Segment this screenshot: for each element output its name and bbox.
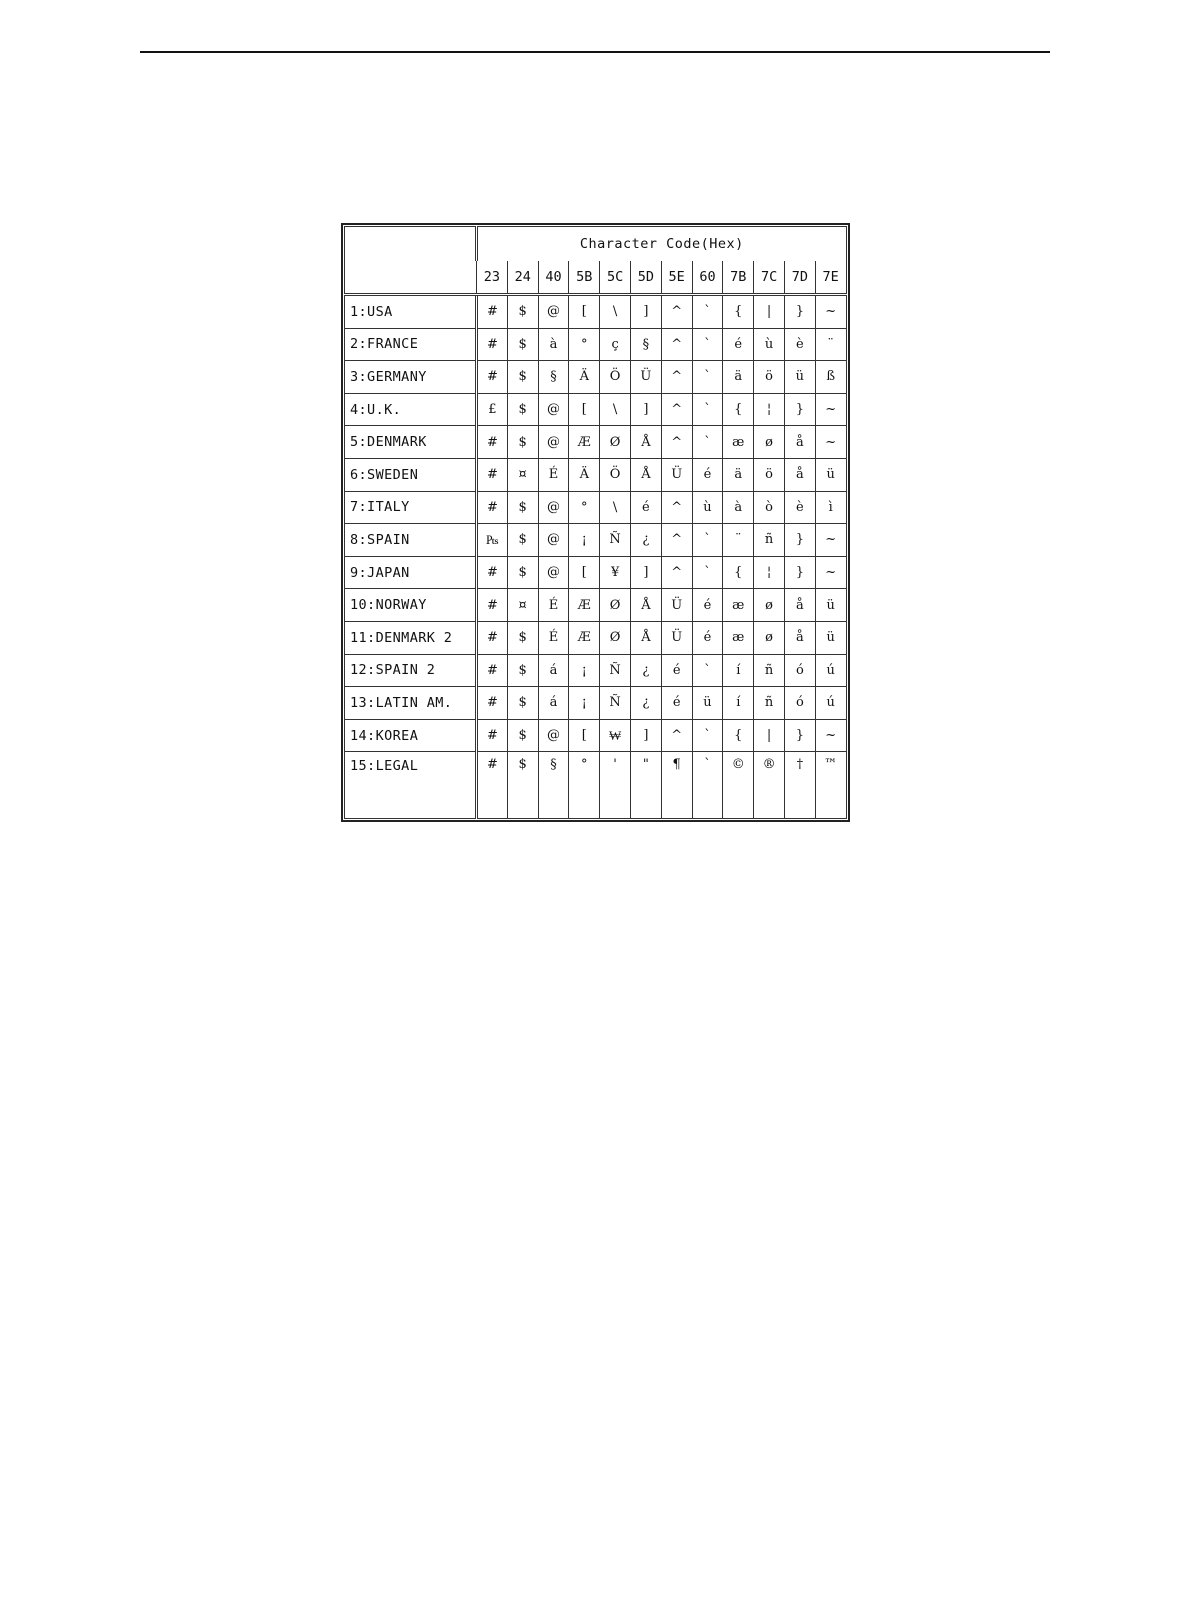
table-row	[345, 361, 847, 394]
character-cell: ¿	[630, 524, 661, 557]
table-row	[345, 426, 847, 459]
character-cell: $	[507, 426, 538, 459]
character-cell: ù	[754, 328, 785, 361]
header-corner-cell	[345, 227, 477, 295]
international-charset-table	[341, 223, 850, 822]
country-label: 10:NORWAY	[345, 589, 477, 622]
character-cell: °	[569, 328, 600, 361]
character-cell: ø	[754, 589, 785, 622]
character-cell: ¿	[630, 687, 661, 720]
character-cell: }	[784, 719, 815, 752]
character-cell: `	[692, 654, 723, 687]
character-cell: `	[692, 752, 723, 819]
character-cell: Å	[630, 458, 661, 491]
country-label: 6:SWEDEN	[345, 458, 477, 491]
character-cell: ¡	[569, 687, 600, 720]
character-cell: #	[477, 458, 508, 491]
hex-code-header: 23	[477, 261, 508, 294]
character-cell: #	[477, 752, 508, 819]
character-cell: Ø	[600, 589, 631, 622]
character-cell: ö	[754, 361, 785, 394]
character-cell: `	[692, 361, 723, 394]
character-cell: #	[477, 556, 508, 589]
character-cell: }	[784, 393, 815, 426]
character-cell: ó	[784, 687, 815, 720]
character-cell: `	[692, 426, 723, 459]
character-cell: Ø	[600, 426, 631, 459]
country-label: 4:U.K.	[345, 393, 477, 426]
character-cell: }	[784, 295, 815, 329]
character-cell: é	[661, 654, 692, 687]
country-label: 8:SPAIN	[345, 524, 477, 557]
character-cell: $	[507, 719, 538, 752]
character-cell: ~	[815, 295, 846, 329]
hex-code-header: 24	[507, 261, 538, 294]
hex-code-header: 60	[692, 261, 723, 294]
character-cell: ¦	[754, 393, 785, 426]
character-cell: ä	[723, 458, 754, 491]
character-cell: æ	[723, 621, 754, 654]
character-cell: é	[692, 458, 723, 491]
table-row	[345, 621, 847, 654]
character-cell: `	[692, 393, 723, 426]
character-cell: í	[723, 687, 754, 720]
character-cell: '	[600, 752, 631, 819]
character-cell: ¦	[754, 556, 785, 589]
table-row	[345, 556, 847, 589]
character-cell: $	[507, 687, 538, 720]
character-cell: Ñ	[600, 654, 631, 687]
character-cell: \	[600, 491, 631, 524]
character-cell: [	[569, 393, 600, 426]
character-cell: $	[507, 654, 538, 687]
character-cell: $	[507, 524, 538, 557]
character-cell: §	[538, 361, 569, 394]
character-cell: ç	[600, 328, 631, 361]
character-cell: $	[507, 621, 538, 654]
character-cell: ¨	[723, 524, 754, 557]
character-cell: å	[784, 621, 815, 654]
character-cell: Å	[630, 621, 661, 654]
character-cell: #	[477, 328, 508, 361]
hex-code-header: 5D	[630, 261, 661, 294]
character-cell: "	[630, 752, 661, 819]
character-cell: `	[692, 295, 723, 329]
character-cell: ^	[661, 426, 692, 459]
character-cell: Ö	[600, 458, 631, 491]
character-cell: ø	[754, 426, 785, 459]
character-cell: è	[784, 491, 815, 524]
character-cell: ß	[815, 361, 846, 394]
character-cell: §	[538, 752, 569, 819]
character-cell: §	[630, 328, 661, 361]
character-cell: #	[477, 295, 508, 329]
character-cell: ø	[754, 621, 785, 654]
character-cell: å	[784, 426, 815, 459]
character-cell: #	[477, 621, 508, 654]
page-top-rule	[140, 51, 1050, 53]
character-cell: °	[569, 752, 600, 819]
character-cell: ö	[754, 458, 785, 491]
character-cell: Ü	[661, 621, 692, 654]
table-row	[345, 458, 847, 491]
character-cell: é	[630, 491, 661, 524]
character-cell: |	[754, 719, 785, 752]
country-label: 9:JAPAN	[345, 556, 477, 589]
table-row	[345, 654, 847, 687]
character-cell: Ñ	[600, 524, 631, 557]
character-cell: #	[477, 589, 508, 622]
character-cell: ~	[815, 556, 846, 589]
table-row	[345, 752, 847, 819]
character-cell: ¤	[507, 589, 538, 622]
character-cell: ¤	[507, 458, 538, 491]
character-cell: |	[754, 295, 785, 329]
character-cell: ò	[754, 491, 785, 524]
character-cell: ä	[723, 361, 754, 394]
character-cell: ₧	[477, 524, 508, 557]
character-cell: à	[723, 491, 754, 524]
character-cell: ^	[661, 393, 692, 426]
character-cell: {	[723, 295, 754, 329]
country-label: 14:KOREA	[345, 719, 477, 752]
character-cell: ü	[815, 621, 846, 654]
character-cell: [	[569, 556, 600, 589]
character-cell: ñ	[754, 687, 785, 720]
character-cell: ]	[630, 719, 661, 752]
character-cell: ^	[661, 556, 692, 589]
character-cell: é	[692, 621, 723, 654]
character-cell: @	[538, 524, 569, 557]
character-cell: é	[692, 589, 723, 622]
hex-code-header: 7E	[815, 261, 846, 294]
character-cell: #	[477, 491, 508, 524]
character-cell: ]	[630, 393, 661, 426]
character-cell: £	[477, 393, 508, 426]
character-cell: @	[538, 491, 569, 524]
table-row	[345, 524, 847, 557]
character-cell: \	[600, 295, 631, 329]
character-cell: æ	[723, 589, 754, 622]
character-cell: `	[692, 524, 723, 557]
character-cell: å	[784, 589, 815, 622]
character-cell: é	[723, 328, 754, 361]
character-cell: [	[569, 719, 600, 752]
character-cell: ^	[661, 328, 692, 361]
character-cell: ₩	[600, 719, 631, 752]
character-cell: Æ	[569, 426, 600, 459]
table-row	[345, 491, 847, 524]
character-cell: ú	[815, 654, 846, 687]
character-cell: }	[784, 524, 815, 557]
character-cell: É	[538, 458, 569, 491]
character-cell: ü	[784, 361, 815, 394]
table-row	[345, 589, 847, 622]
character-cell: á	[538, 654, 569, 687]
character-cell: Æ	[569, 589, 600, 622]
hex-code-header: 7B	[723, 261, 754, 294]
table-row	[345, 328, 847, 361]
hex-code-header: 5E	[661, 261, 692, 294]
character-cell: #	[477, 426, 508, 459]
character-cell: è	[784, 328, 815, 361]
table-row	[345, 393, 847, 426]
hex-code-header: 5B	[569, 261, 600, 294]
hex-code-header: 40	[538, 261, 569, 294]
charset-grid	[344, 226, 847, 819]
column-group-title: Character Code(Hex)	[477, 227, 847, 262]
character-cell: ¥	[600, 556, 631, 589]
country-label: 3:GERMANY	[345, 361, 477, 394]
country-label: 1:USA	[345, 295, 477, 329]
table-row	[345, 295, 847, 329]
character-cell: \	[600, 393, 631, 426]
character-cell: $	[507, 752, 538, 819]
character-cell: ~	[815, 393, 846, 426]
character-cell: ¶	[661, 752, 692, 819]
character-cell: ¡	[569, 654, 600, 687]
character-cell: $	[507, 328, 538, 361]
character-cell: ~	[815, 426, 846, 459]
character-cell: ^	[661, 719, 692, 752]
hex-code-header: 7C	[754, 261, 785, 294]
table-row	[345, 687, 847, 720]
character-cell: É	[538, 621, 569, 654]
character-cell: ™	[815, 752, 846, 819]
character-cell: #	[477, 719, 508, 752]
character-cell: Ü	[630, 361, 661, 394]
character-cell: ¡	[569, 524, 600, 557]
country-label: 11:DENMARK 2	[345, 621, 477, 654]
character-cell: `	[692, 556, 723, 589]
character-cell: }	[784, 556, 815, 589]
character-cell: é	[661, 687, 692, 720]
character-cell: `	[692, 719, 723, 752]
character-cell: ¿	[630, 654, 661, 687]
character-cell: [	[569, 295, 600, 329]
character-cell: $	[507, 556, 538, 589]
country-label: 2:FRANCE	[345, 328, 477, 361]
character-cell: É	[538, 589, 569, 622]
character-cell: Ø	[600, 621, 631, 654]
country-label: 7:ITALY	[345, 491, 477, 524]
character-cell: ~	[815, 524, 846, 557]
table-row	[345, 719, 847, 752]
character-cell: @	[538, 719, 569, 752]
hex-code-header: 5C	[600, 261, 631, 294]
character-cell: @	[538, 393, 569, 426]
character-cell: ù	[692, 491, 723, 524]
country-label: 13:LATIN AM.	[345, 687, 477, 720]
character-cell: $	[507, 295, 538, 329]
character-cell: ó	[784, 654, 815, 687]
character-cell: ®	[754, 752, 785, 819]
character-cell: $	[507, 491, 538, 524]
character-cell: {	[723, 393, 754, 426]
character-cell: @	[538, 556, 569, 589]
country-label: 12:SPAIN 2	[345, 654, 477, 687]
character-cell: #	[477, 654, 508, 687]
character-cell: ^	[661, 524, 692, 557]
character-cell: $	[507, 361, 538, 394]
character-cell: ì	[815, 491, 846, 524]
character-cell: ñ	[754, 654, 785, 687]
character-cell: Ü	[661, 458, 692, 491]
character-cell: ~	[815, 719, 846, 752]
character-cell: ñ	[754, 524, 785, 557]
character-cell: Ä	[569, 458, 600, 491]
character-cell: ^	[661, 295, 692, 329]
table-header	[345, 227, 847, 295]
character-cell: ¨	[815, 328, 846, 361]
character-cell: Ü	[661, 589, 692, 622]
character-cell: æ	[723, 426, 754, 459]
character-cell: Å	[630, 426, 661, 459]
character-cell: @	[538, 295, 569, 329]
character-cell: {	[723, 556, 754, 589]
character-cell: #	[477, 687, 508, 720]
character-cell: ©	[723, 752, 754, 819]
character-cell: {	[723, 719, 754, 752]
character-cell: ü	[815, 458, 846, 491]
character-cell: Ä	[569, 361, 600, 394]
character-cell: °	[569, 491, 600, 524]
character-cell: å	[784, 458, 815, 491]
character-cell: ]	[630, 295, 661, 329]
character-cell: á	[538, 687, 569, 720]
character-cell: Å	[630, 589, 661, 622]
character-cell: @	[538, 426, 569, 459]
character-cell: ^	[661, 491, 692, 524]
character-cell: ]	[630, 556, 661, 589]
character-cell: †	[784, 752, 815, 819]
character-cell: $	[507, 393, 538, 426]
character-cell: #	[477, 361, 508, 394]
character-cell: Æ	[569, 621, 600, 654]
character-cell: ü	[815, 589, 846, 622]
character-cell: í	[723, 654, 754, 687]
table-body	[345, 295, 847, 819]
character-cell: à	[538, 328, 569, 361]
character-cell: ^	[661, 361, 692, 394]
character-cell: ú	[815, 687, 846, 720]
character-cell: ü	[692, 687, 723, 720]
country-label: 5:DENMARK	[345, 426, 477, 459]
country-label: 15:LEGAL	[345, 752, 477, 819]
character-cell: `	[692, 328, 723, 361]
character-cell: Ñ	[600, 687, 631, 720]
character-cell: Ö	[600, 361, 631, 394]
hex-code-header: 7D	[784, 261, 815, 294]
